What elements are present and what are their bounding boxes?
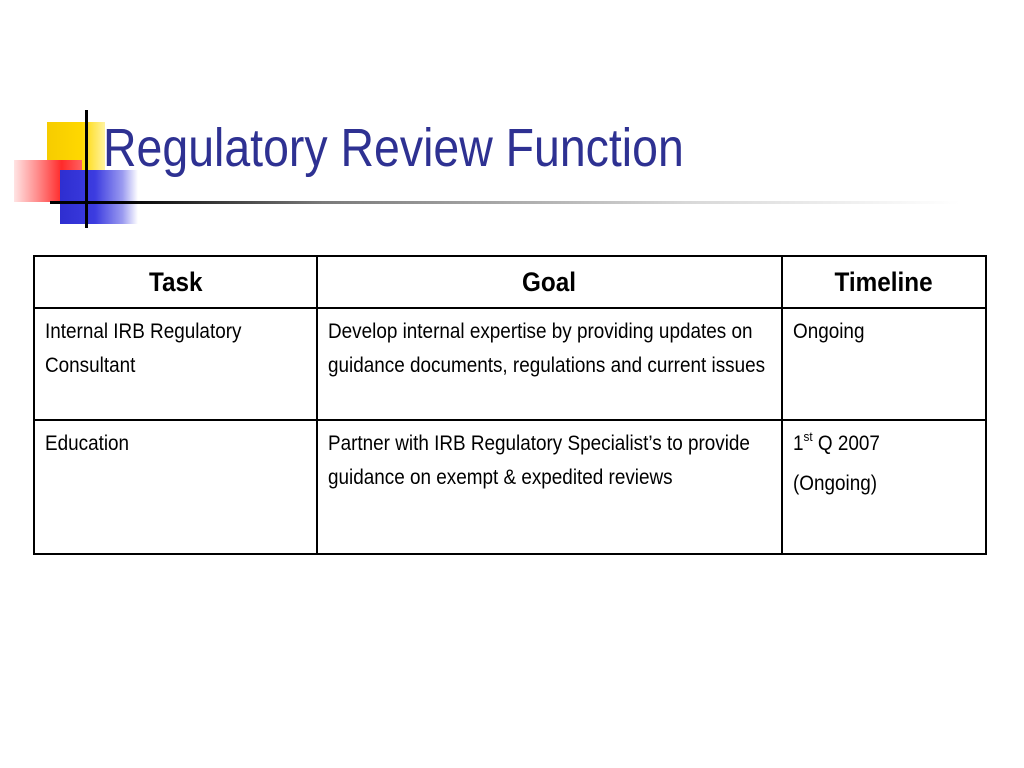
timeline-status: (Ongoing) (792, 472, 877, 495)
slide-title: Regulatory Review Function (103, 118, 684, 178)
cell-goal: Partner with IRB Regulatory Specialist’s to provide guidance on exempt & expedited reviews (317, 420, 782, 554)
table-row (34, 420, 986, 554)
logo-vertical-line (85, 110, 88, 228)
table-row (34, 308, 986, 420)
cell-task: Education (34, 420, 317, 554)
header-goal: Goal (317, 256, 782, 308)
title-underline (50, 201, 960, 204)
header-task: Task (34, 256, 317, 308)
cell-task: Internal IRB Regulatory Consultant (34, 308, 317, 420)
cell-goal: Develop internal expertise by providing updates on guidance documents, regulations and current issues (317, 308, 782, 420)
cell-timeline: Ongoing (782, 308, 986, 420)
table-header-row (34, 256, 986, 308)
header-timeline: Timeline (782, 256, 986, 308)
cell-timeline (782, 420, 986, 554)
timeline-quarter: 1st Q 2007 (792, 429, 880, 455)
task-table (33, 255, 987, 555)
